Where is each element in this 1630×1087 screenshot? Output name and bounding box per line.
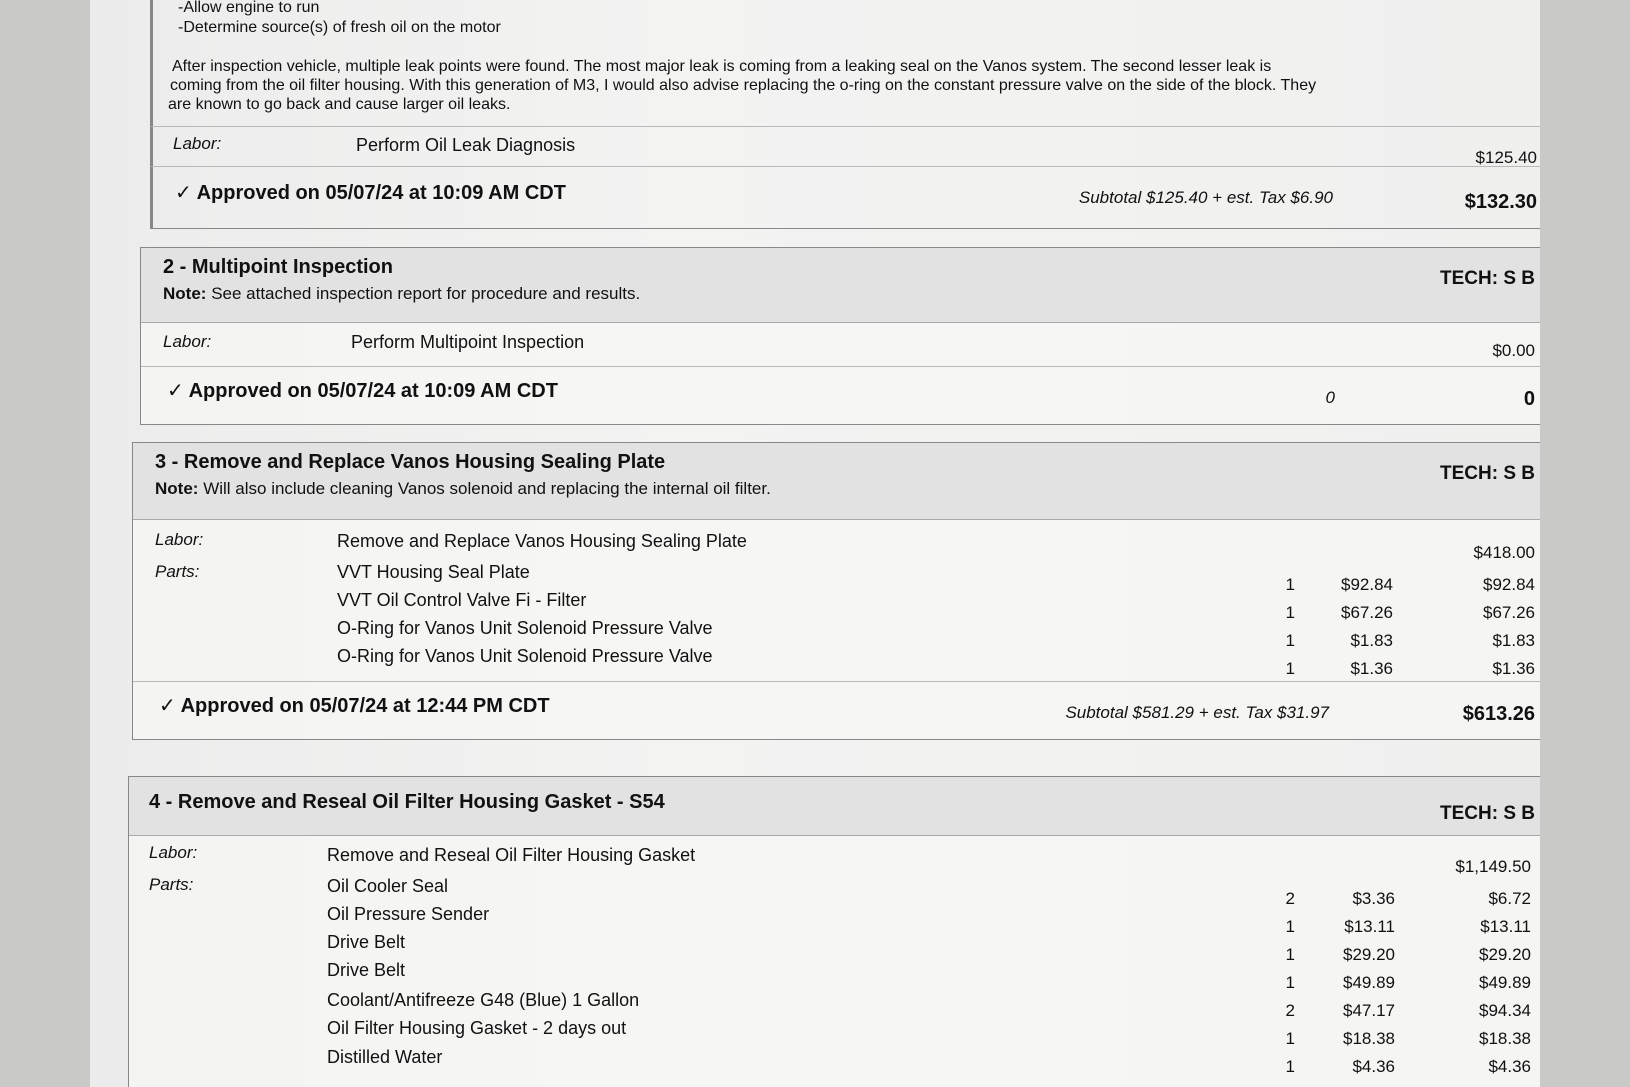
part-qty: 1: [1285, 659, 1295, 678]
part-unit-price: $18.38: [1343, 1029, 1395, 1048]
part-unit-price: $49.89: [1343, 973, 1395, 992]
part-unit-price: $92.84: [1341, 575, 1393, 594]
job2-labor-price: $0.00: [1492, 341, 1535, 360]
part-unit-price: $29.20: [1343, 945, 1395, 964]
job2-title: 2 - Multipoint Inspection: [163, 256, 393, 278]
part-qty: 1: [1285, 945, 1295, 964]
job2-note-line: [163, 284, 640, 304]
part-ext-price: $92.84: [1483, 575, 1535, 594]
part-desc: Drive Belt: [327, 960, 406, 980]
part-unit-price: $47.17: [1343, 1001, 1395, 1020]
job4-labor-label: Labor:: [149, 843, 198, 862]
part-desc: Oil Pressure Sender: [327, 904, 490, 924]
part-ext-price: $18.38: [1479, 1029, 1531, 1048]
job-3: [132, 442, 1540, 740]
part-ext-price: $13.11: [1480, 917, 1531, 936]
job1-labor-desc: Perform Oil Leak Diagnosis: [356, 135, 576, 155]
part-unit-price: $1.36: [1350, 659, 1393, 678]
job1-labor-label: Labor:: [173, 134, 222, 153]
findings-line-2: coming from the oil filter housing. With this generation of M3, I would also advise replacing the o-ring on the constant pressure valve on the side of the block. They: [170, 77, 1317, 94]
part-qty: 1: [1285, 917, 1295, 936]
job2-subtotal: 0: [1325, 388, 1335, 407]
intro-step-1: -Allow engine to run: [178, 0, 320, 16]
part-ext-price: $67.26: [1483, 603, 1535, 622]
part-qty: 2: [1285, 1001, 1295, 1020]
job3-title: 3 - Remove and Replace Vanos Housing Sealing Plate: [155, 451, 666, 473]
job4-title: 4 - Remove and Reseal Oil Filter Housing Gasket - S54: [149, 791, 665, 813]
part-desc: O-Ring for Vanos Unit Solenoid Pressure Valve: [337, 646, 713, 666]
job2-total: 0: [1523, 388, 1535, 410]
job-4: [128, 776, 1540, 1087]
part-ext-price: $94.34: [1479, 1001, 1531, 1020]
job1-subtotal: Subtotal $125.40 + est. Tax $6.90: [1078, 188, 1333, 207]
part-qty: 1: [1285, 1057, 1295, 1076]
part-desc: Oil Cooler Seal: [327, 876, 449, 896]
part-unit-price: $3.36: [1352, 889, 1395, 908]
part-qty: 1: [1285, 603, 1295, 622]
part-desc: O-Ring for Vanos Unit Solenoid Pressure Valve: [337, 618, 713, 638]
part-desc: VVT Oil Control Valve Fi - Filter: [337, 590, 587, 610]
part-qty: 1: [1285, 575, 1295, 594]
part-qty: 1: [1285, 1029, 1295, 1048]
job-2: [140, 247, 1540, 425]
findings-line-1: After inspection vehicle, multiple leak points were found. The most major leak is coming from a leaking seal on the Vanos system. The second lesser leak is: [172, 58, 1272, 75]
findings-line-3: are known to go back and cause larger oil leaks.: [168, 96, 511, 113]
part-desc: Coolant/Antifreeze G48 (Blue) 1 Gallon: [327, 990, 640, 1010]
part-ext-price: $49.89: [1479, 973, 1531, 992]
job4-parts-label: Parts:: [149, 875, 194, 894]
part-unit-price: $13.11: [1344, 917, 1395, 936]
job2-labor-desc: Perform Multipoint Inspection: [351, 332, 585, 352]
job4-labor-price: $1,149.50: [1455, 857, 1531, 876]
intro-step-2: -Determine source(s) of fresh oil on the motor: [178, 19, 501, 36]
job3-approved: ✓ Approved on 05/07/24 at 12:44 PM CDT: [159, 695, 550, 717]
part-unit-price: $67.26: [1341, 603, 1393, 622]
job1-labor-price: $125.40: [1475, 148, 1537, 167]
job2-note: See attached inspection report for procedure and results.: [211, 284, 641, 303]
job3-labor-label: Labor:: [155, 530, 204, 549]
invoice-page: [90, 0, 1540, 1087]
job3-note-label: Note:: [155, 479, 199, 498]
job2-approved: ✓ Approved on 05/07/24 at 10:09 AM CDT: [167, 380, 558, 402]
part-ext-price: $1.83: [1492, 631, 1535, 650]
job1-total: $132.30: [1464, 191, 1537, 213]
job3-subtotal: Subtotal $581.29 + est. Tax $31.97: [1065, 703, 1329, 722]
job-1: [150, 0, 1540, 229]
job3-parts-label: Parts:: [155, 562, 200, 581]
job3-tech: TECH: S B: [1440, 463, 1535, 484]
job3-note-line: [155, 479, 771, 499]
part-qty: 1: [1285, 631, 1295, 650]
part-unit-price: $1.83: [1350, 631, 1393, 650]
part-ext-price: $29.20: [1479, 945, 1531, 964]
job4-tech: TECH: S B: [1440, 803, 1535, 824]
part-desc: Drive Belt: [327, 932, 406, 952]
job4-labor-desc: Remove and Reseal Oil Filter Housing Gasket: [327, 845, 696, 865]
job3-labor-price: $418.00: [1473, 543, 1535, 562]
job3-total: $613.26: [1462, 703, 1535, 725]
job3-labor-desc: Remove and Replace Vanos Housing Sealing Plate: [337, 531, 747, 551]
job1-approved: ✓ Approved on 05/07/24 at 10:09 AM CDT: [175, 182, 566, 204]
part-qty: 2: [1285, 889, 1295, 908]
part-ext-price: $4.36: [1488, 1057, 1531, 1076]
part-ext-price: $6.72: [1488, 889, 1531, 908]
job3-note: Will also include cleaning Vanos solenoid and replacing the internal oil filter.: [203, 479, 771, 498]
part-desc: Distilled Water: [327, 1047, 443, 1067]
part-desc: Oil Filter Housing Gasket - 2 days out: [327, 1018, 627, 1038]
job2-labor-label: Labor:: [163, 332, 212, 351]
job2-tech: TECH: S B: [1440, 268, 1535, 289]
part-qty: 1: [1285, 973, 1295, 992]
part-unit-price: $4.36: [1352, 1057, 1395, 1076]
part-desc: VVT Housing Seal Plate: [337, 562, 530, 582]
job2-note-label: Note:: [163, 284, 207, 303]
part-ext-price: $1.36: [1492, 659, 1535, 678]
